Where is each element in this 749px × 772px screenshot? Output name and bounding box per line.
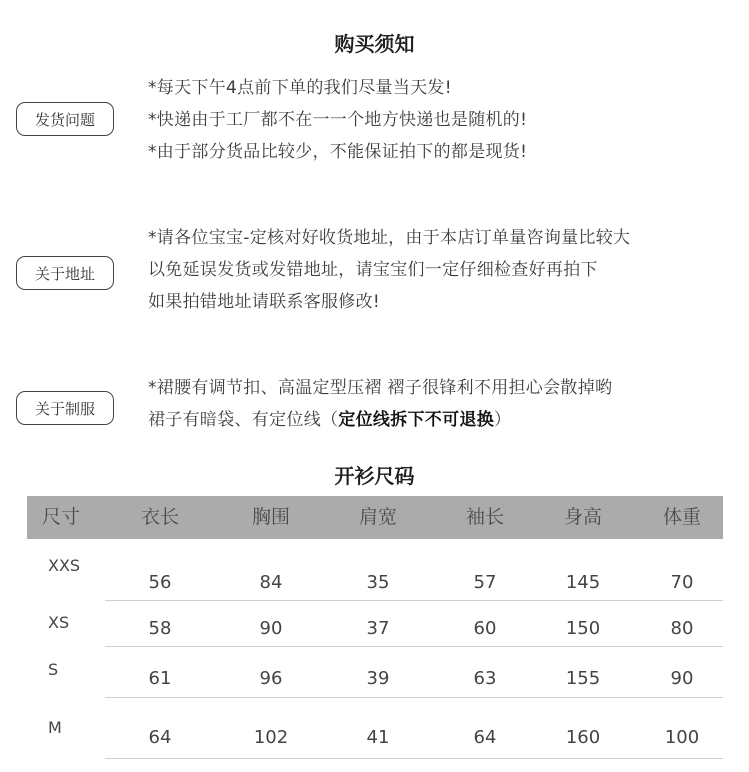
shipping-note-3: *由于部分货品比较少，不能保证拍下的都是现货! (148, 142, 528, 162)
cell-m-height: 160 (565, 727, 601, 748)
cell-xs-weight: 80 (670, 618, 694, 639)
cell-xs-bust: 90 (259, 618, 283, 639)
shipping-note-2: *快递由于工厂都不在一一个地方快递也是随机的! (148, 110, 528, 130)
cell-xxs-length: 56 (148, 572, 172, 593)
size-label-xxs: XXS (48, 556, 81, 575)
uniform-note-2-text: 裙子有暗袋、有定位线（ (148, 410, 339, 430)
cell-xs-height: 150 (565, 618, 601, 639)
cell-m-sleeve: 64 (473, 727, 497, 748)
cell-xxs-weight: 70 (670, 572, 694, 593)
address-note-1: *请各位宝宝-定核对好收货地址，由于本店订单量咨询量比较大 (148, 228, 631, 248)
cell-xs-sleeve: 60 (473, 618, 497, 639)
tag-uniform: 关于制服 (16, 391, 114, 425)
cell-s-height: 155 (565, 668, 601, 689)
cell-s-length: 61 (148, 668, 172, 689)
size-label-s: S (48, 660, 59, 679)
cell-xxs-shoulder: 35 (366, 572, 390, 593)
cell-s-bust: 96 (259, 668, 283, 689)
row-divider (105, 646, 723, 647)
uniform-notes (148, 372, 612, 436)
row-divider (105, 697, 723, 698)
address-notes (148, 222, 630, 318)
cell-s-shoulder: 39 (366, 668, 390, 689)
notice-title: 购买须知 (334, 32, 415, 56)
header-shoulder: 肩宽 (358, 506, 397, 528)
size-label-xs: XS (48, 613, 70, 632)
cell-s-weight: 90 (670, 668, 694, 689)
tag-shipping: 发货问题 (16, 102, 114, 136)
header-sleeve: 袖长 (465, 506, 504, 528)
tag-address: 关于地址 (16, 256, 114, 290)
uniform-note-2-close: ） (494, 410, 512, 430)
address-note-2: 以免延误发货或发错地址，请宝宝们一定仔细检查好再拍下 (148, 260, 598, 280)
size-chart-title: 开衫尺码 (334, 464, 415, 488)
header-size: 尺寸 (41, 506, 80, 528)
uniform-note-2 (148, 404, 612, 436)
row-divider (105, 600, 723, 601)
shipping-note-1: *每天下午4点前下单的我们尽量当天发! (148, 78, 452, 98)
address-note-3: 如果拍错地址请联系客服修改! (148, 292, 381, 312)
header-bust: 胸围 (251, 506, 290, 528)
row-divider (105, 758, 723, 759)
cell-xs-length: 58 (148, 618, 172, 639)
cell-m-shoulder: 41 (366, 727, 390, 748)
uniform-note-1: *裙腰有调节扣、高温定型压褶 褶子很锋利不用担心会散掉哟 (148, 378, 613, 398)
cell-s-sleeve: 63 (473, 668, 497, 689)
cell-m-weight: 100 (664, 727, 700, 748)
cell-xs-shoulder: 37 (366, 618, 390, 639)
cell-m-bust: 102 (253, 727, 289, 748)
header-length: 衣长 (140, 506, 179, 528)
cell-xxs-bust: 84 (259, 572, 283, 593)
cell-xxs-sleeve: 57 (473, 572, 497, 593)
shipping-notes (148, 72, 527, 168)
header-weight: 体重 (662, 506, 701, 528)
size-label-m: M (48, 718, 62, 737)
header-height: 身高 (563, 506, 602, 528)
uniform-note-2-warning: 定位线拆下不可退换 (338, 410, 495, 430)
cell-m-length: 64 (148, 727, 172, 748)
cell-xxs-height: 145 (565, 572, 601, 593)
size-table-header (27, 496, 723, 539)
